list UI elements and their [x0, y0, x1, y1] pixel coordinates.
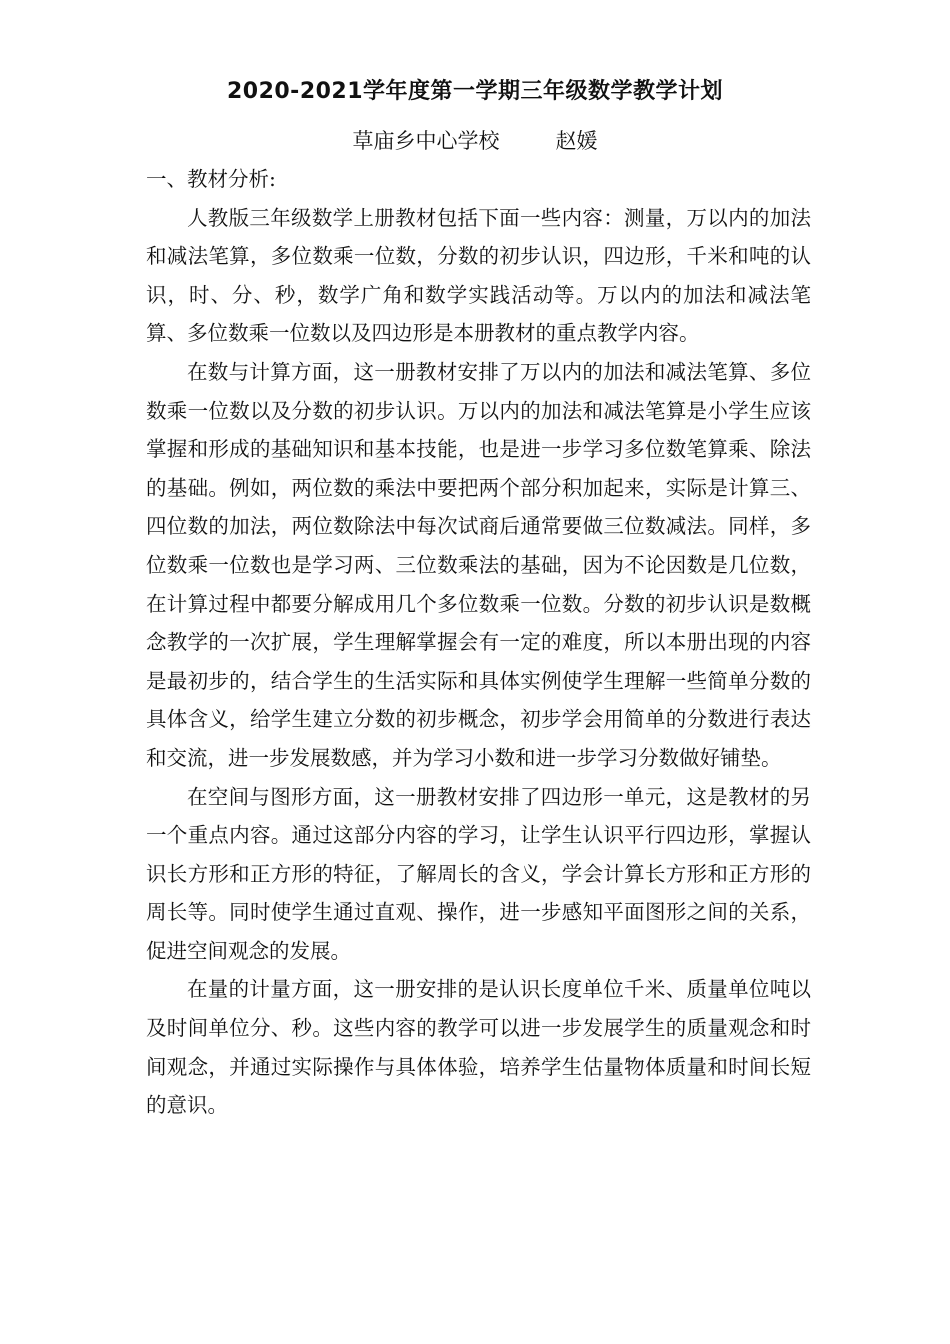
paragraph-measurement: 在量的计量方面，这一册安排的是认识长度单位千米、质量单位吨以及时间单位分、秒。这些内容的教学可以进一步发展学生的质量观念和时间观念，并通过实际操作与具体体验，培养学生估量物体质量和时间长短的意识。 [146, 977, 811, 1118]
author-name: 赵媛 [555, 129, 598, 153]
paragraph-content-overview: 人教版三年级数学上册教材包括下面一些内容：测量，万以内的加法和减法笔算，多位数乘一位数，分数的初步认识，四边形，千米和吨的认识，时、分、秒，数学广角和数学实践活动等。万以内的加法和减法笔算、多位数乘一位数以及四边形是本册教材的重点教学内容。 [146, 205, 811, 346]
document-title: 2020-2021学年度第一学期三年级数学教学计划 [226, 79, 724, 104]
paragraph-space-geometry: 在空间与图形方面，这一册教材安排了四边形一单元，这是教材的另一个重点内容。通过这部分内容的学习，让学生认识平行四边形，掌握认识长方形和正方形的特征，了解周长的含义，学会计算长方形和正方形的周长等。同时使学生通过直观、操作，进一步感知平面图形之间的关系，促进空间观念的发展。 [146, 784, 811, 963]
document-body [146, 160, 811, 1125]
school-name: 草庙乡中心学校 [352, 129, 500, 153]
section-heading: 一、教材分析: [146, 167, 276, 191]
author-line [0, 124, 950, 158]
paragraph-number-computation: 在数与计算方面，这一册教材安排了万以内的加法和减法笔算、多位数乘一位数以及分数的初步认识。万以内的加法和减法笔算是小学生应该掌握和形成的基础知识和基本技能，也是进一步学习多位数笔算乘、除法的基础。例如，两位数的乘法中要把两个部分积加起来，实际是计算三、四位数的加法，两位数除法中每次试商后通常要做三位数减法。同样，多位数乘一位数也是学习两、三位数乘法的基础，因为不论因数是几位数，在计算过程中都要分解成用几个多位数乘一位数。分数的初步认识是数概念教学的一次扩展，学生理解掌握会有一定的难度，所以本册出现的内容是最初步的，结合学生的生活实际和具体实例使学生理解一些简单分数的具体含义，给学生建立分数的初步概念，初步学会用简单的分数进行表达和交流，进一步发展数感，并为学习小数和进一步学习分数做好铺垫。 [146, 359, 811, 770]
